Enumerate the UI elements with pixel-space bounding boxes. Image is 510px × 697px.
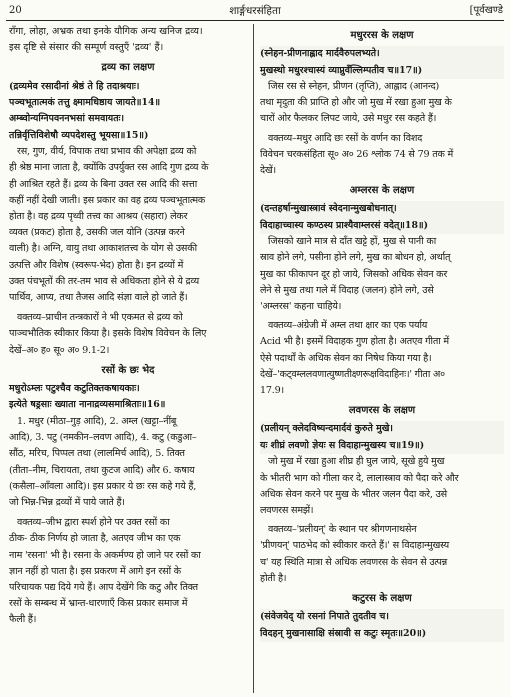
rasa-verse: मधुरोऽम्लः पटुश्चैव कटुतिक्तकषायकाः। इत्येते षड्रसाः ख्याता नानाद्रव्यसमाश्रिताः॥16॥ (9, 383, 166, 411)
running-title: शार्ङ्गधरसंहिता (229, 5, 281, 17)
rasa-heading: रसों के छः भेद (101, 364, 155, 376)
madhura-verse: (स्नेहन-प्रीणनाह्लाद मार्दवैरुपलभ्यते। मुखस्थो मधुरश्चास्यं व्याप्नुवँल्लिम्पतीव च॥17॥) (260, 46, 504, 79)
left-column (9, 24, 247, 629)
column-divider (253, 24, 254, 693)
amla-verse: (दन्तहर्षान्मुखास्त्रावं स्वेदनान्मुखबोधनात्। विदाहाच्चास्य कण्ठस्य प्राश्यैवाम्लरसं वदेत्॥18॥) (260, 201, 504, 234)
amla-explanation: जिसको खाने मात्र से दाँत खट्टे हों, मुख से पानी का स्राव होने लगे, पसीना होने लगे, मुख का बोधन हो, अर्थात् मुख का फीकापन दूर हो जाये, जिसको अधिक सेवन कर लेने से मुख तथा गले में विदाह (जलन) होने लगे, उसे 'अम्लरस' कहना चाहिये। (260, 236, 451, 313)
header-rule (6, 20, 504, 21)
page-header (0, 0, 510, 20)
dravya-heading: द्रव्य का लक्षण (101, 62, 155, 74)
page-number: 20 (9, 5, 22, 16)
amla-vaktavya: वक्तव्य–अंग्रेजी में अम्ल तथा क्षार का एक पर्याय Acid भी है। इसमें विदाहक गुण होता है। अतएव गीता में ऐसे पदार्थों के अधिक सेवन का निषेध किया गया है। देखें–'कट्वम्ललवणात्युष्णतीक्ष्णरूक्षविदाहिनः।' गीता अ० 17.9। (260, 320, 449, 397)
dravya-explanation: रस, गुण, वीर्य, विपाक तथा प्रभाव की अपेक्षा द्रव्य को ही श्रेष्ठ माना जाता है, क्योंकि उपर्युक्त रस आदि गुण द्रव्य के ही आश्रित रहते हैं। द्रव्य के बिना उक्त रस आदि की सत्ता कहीं नहीं देखी जाती। इस प्रकार का वह द्रव्य पञ्चभूतात्मक होता है। वह द्रव्य पृथ्वी तत्त्व का आश्रय (सहारा) लेकर व्यक्त (प्रकट) होता है, उसकी जल योनि (उत्पन्न करने वाली) है। अग्नि, वायु तथा आकाशतत्त्व के योग से उसकी उत्पत्ति और विशेष (स्वरूप-भेद) होता है। इन द्रव्यों में उक्त पंचभूतों की तर-तम भाव से अधिकता होने से ये द्रव्य पार्थिव, आप्य, तथा तैजस आदि संज्ञा वाले हो जाते हैं। (9, 146, 209, 304)
lavana-verse: (प्रलीयन् क्लेदविष्यन्दमार्दवं कुरुते मुखे। यः शीघ्रं लवणो ज्ञेयः स विदाहान्मुखस्य च॥19॥) (260, 421, 504, 454)
intro-paragraph: राँगा, लोहा, अभ्रक तथा इनके यौगिक अन्य खनिज द्रव्य। इस दृष्टि से संसार की सम्पूर्ण वस्तुएँ 'द्रव्य' हैं। (9, 26, 203, 54)
madhura-explanation: जिस रस से स्नेहन, प्रीणन (तृप्ति), आह्लाद (आनन्द) तथा मृदुता की प्राप्ति हो और जो मुख में रखा हुआ मुख के चारों ओर फैलकर लिपट जाये, उसे मधुर रस कहते हैं। (260, 81, 452, 125)
katu-verse: (संवेजयेद् यो रसनां निपाते तुदतीव च। विदहन् मुखनासाक्षि संस्रावी स कटुः स्मृतः॥20॥) (260, 609, 504, 642)
madhura-heading: मधुररस के लक्षण (350, 30, 414, 41)
lavana-vaktavya: वक्तव्य–'प्रलीयन्' के स्थान पर श्रीगणनाथसेन 'प्रीणयन्' पाठभेद को स्वीकार करते हैं।' स विदाहान्मुखस्य च' यह स्थिति मात्रा से अधिक लवणरस के सेवन से उत्पन्न होती है। (260, 524, 450, 584)
madhura-vaktavya: वक्तव्य–मधुर आदि छः रसों के वर्णन का विशद विवेचन चरकसंहिता सू० अ० 26 श्लोक 74 से 79 तक में देखें। (260, 132, 454, 177)
section-label: [पूर्वखण्डे (469, 5, 503, 16)
dravya-verse: (द्रव्यमेव रसादीनां श्रेष्ठं ते हि तदाश्रयाः। पञ्चभूतात्मकं तत्तु क्ष्मामधिष्ठाय जायते॥14॥ अम्ब्वोन्यग्निपवननभसां समवायतः। तन्निर्वृत्तिविशेषौ व्यपदेशस्तु भूयसा॥15॥) (9, 80, 161, 141)
amla-heading: अम्लरस के लक्षण (349, 185, 415, 197)
katu-heading: कटुरस के लक्षण (352, 592, 412, 604)
lavana-explanation: जो मुख में रखा हुआ शीघ्र ही घुल जाये, सूखे हुये मुख के भीतरी भाग को गीला कर दे, लालास्त्राव को पैदा करे और अधिक सेवन करने पर मुख के भीतर जलन पैदा करे, उसे लवणरस समझें। (260, 456, 459, 516)
rasa-list: 1. मधुर (मीठा–गुड़ आदि), 2. अम्ल (खट्टा–नींबू आदि), 3. पटु (नमकीन–लवण आदि), 4. कटु (कडुआ– सौंठ, मरिच, पिप्पल तथा (लालमिर्च आदि), 5. तिक्त (तीता–नीम, चिरायता, तथा कुटज आदि) और 6. कषाय (कसैला–आँवला आदि)। इस प्रकार ये छः रस कहे गये हैं, जो भिन्न-भिन्न द्रव्यों में पाये जाते हैं। (9, 415, 197, 508)
lavana-heading: लवणरस के लक्षण (348, 405, 416, 417)
vaktavya-note-1: वक्तव्य–प्राचीन तन्त्रकारों ने भी एकमत से द्रव्य को पाञ्चभौतिक स्वीकार किया है। इसके विशेष विवेचन के लिए देखें–अ० ह० सू० अ० 9.1-2। (9, 312, 207, 356)
vaktavya-note-2: वक्तव्य–जीभ द्वारा स्पर्श होने पर उक्त रसों का ठीक- ठीक निर्णय हो जाता है, अतएव जीभ का एक नाम 'रसना' भी है। रसना के अकर्मण्य हो जाने पर रसों का ज्ञान नहीं हो पाता है। इस प्रकरण में आगे इन रसों के परिचायक पद्य दिये गये हैं। आप देखेंगे कि कटु और तिक्त रसों के सम्बन्ध में भ्रान्त-धारणाएँ किस प्रकार समाज में फैली हैं। (9, 517, 201, 626)
right-column (260, 24, 504, 642)
